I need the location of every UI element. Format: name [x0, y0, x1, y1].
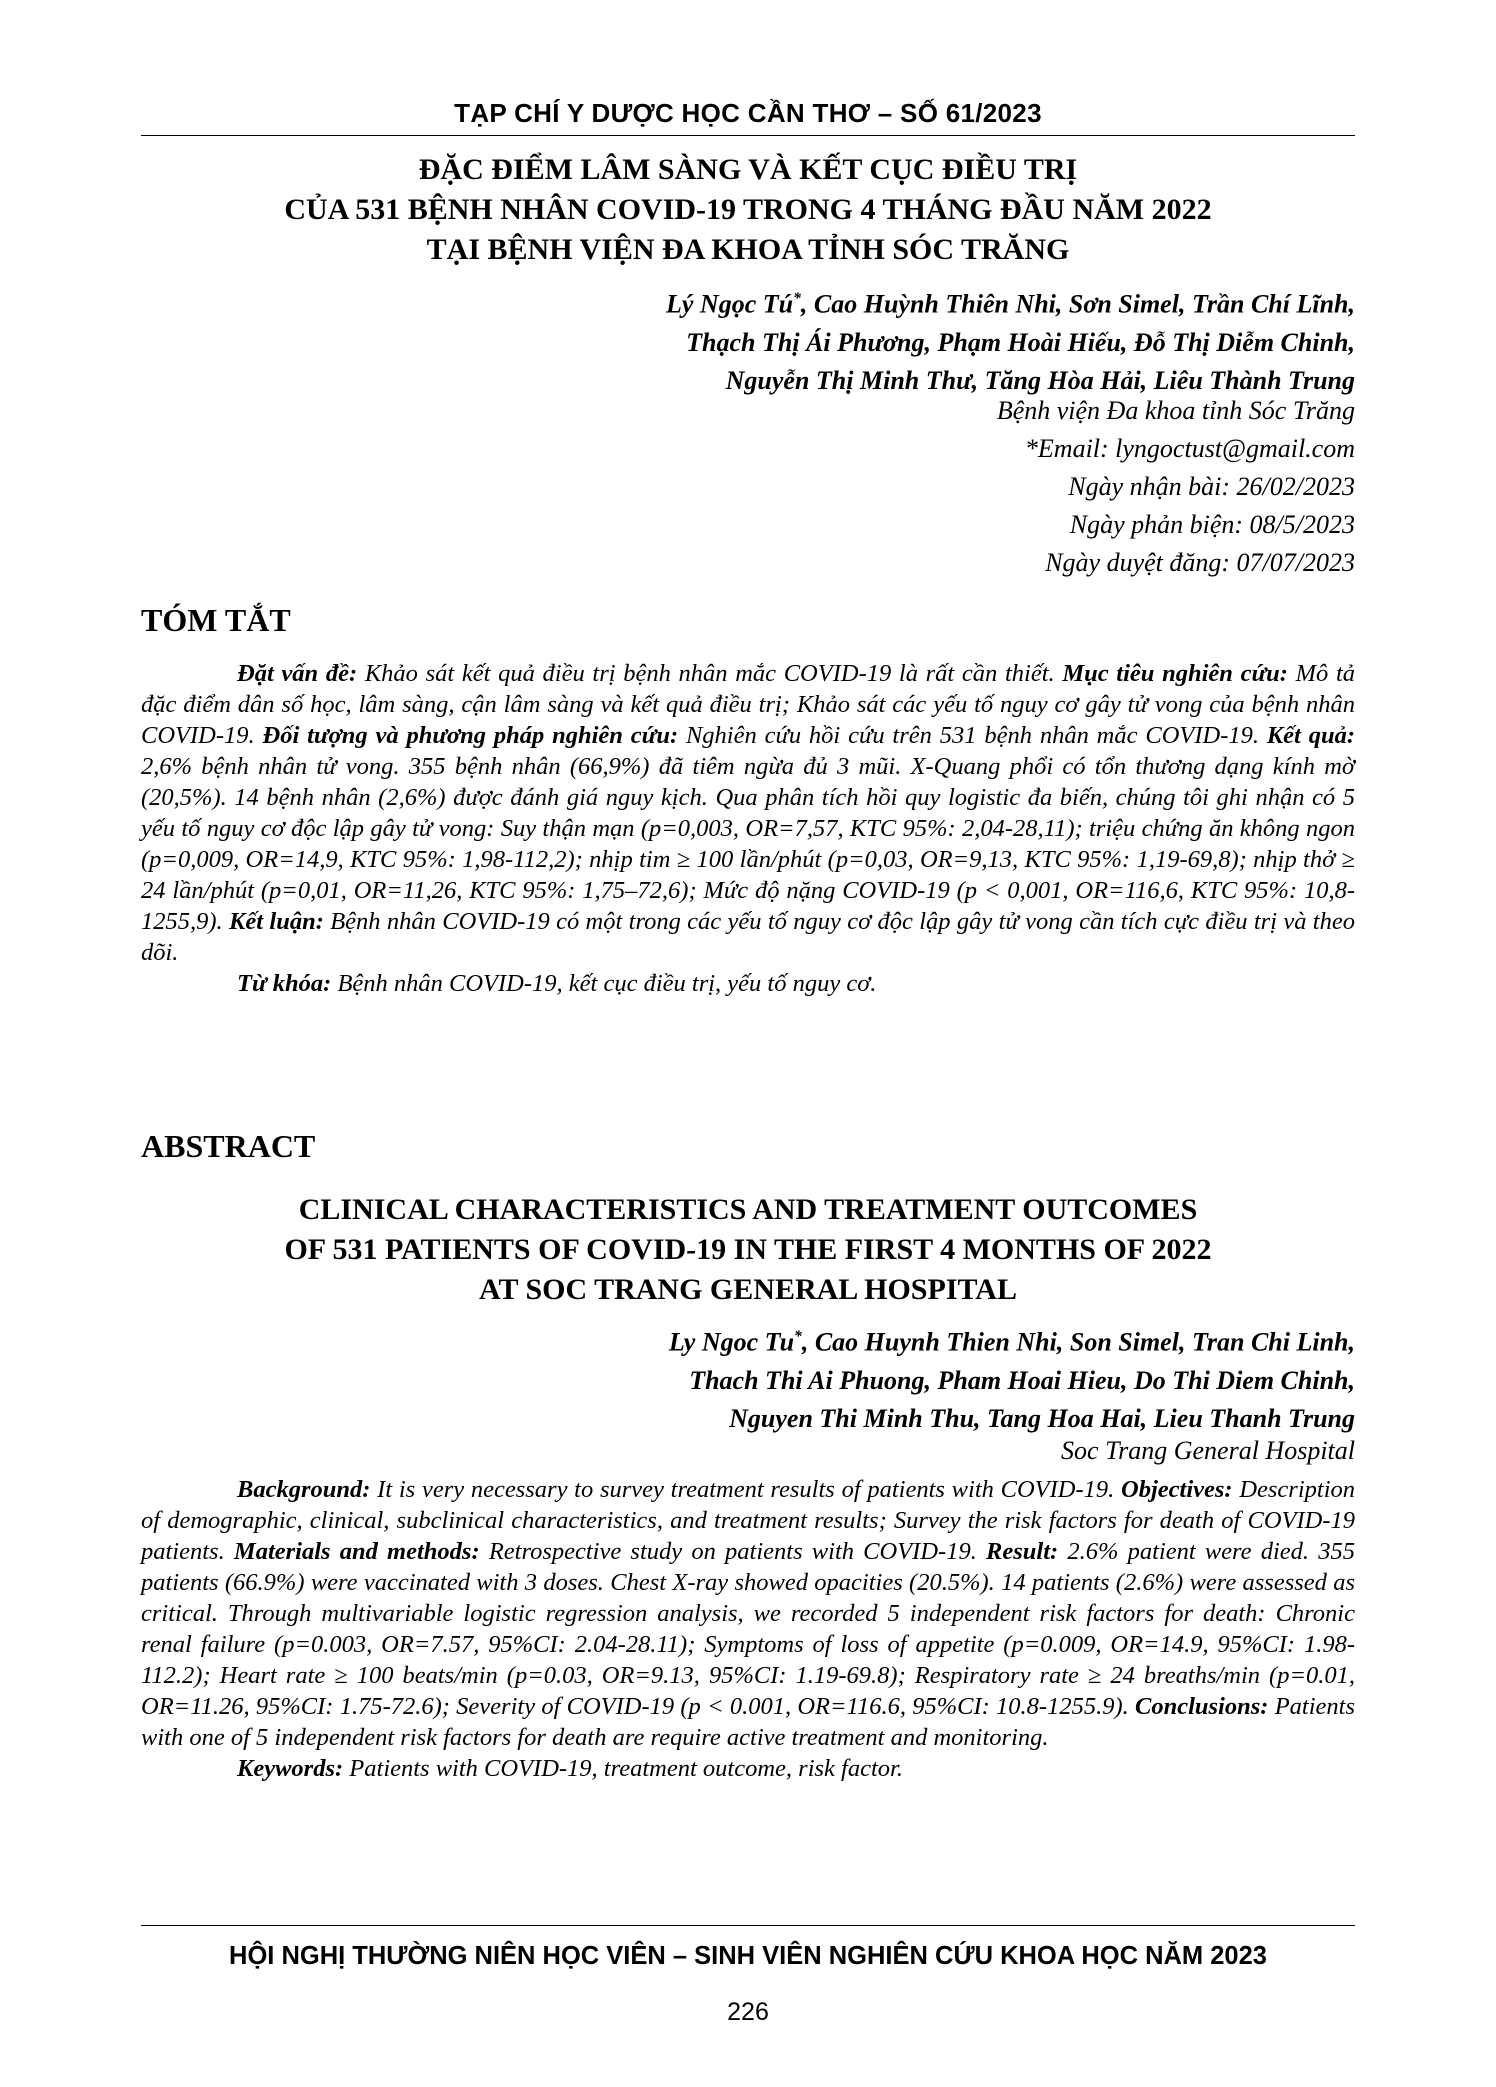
vi-summary-body	[141, 658, 1355, 999]
en-author-line	[669, 1318, 1355, 1362]
corresponding-author: Lý Ngọc Tú	[666, 289, 794, 319]
en-article-title	[141, 1190, 1355, 1310]
vi-article-title	[141, 150, 1355, 270]
vi-author-line: Thạch Thị Ái Phương, Phạm Hoài Hiếu, Đỗ Thị Diễm Chinh,	[686, 327, 1355, 357]
vi-summary-heading: TÓM TẮT	[141, 602, 291, 638]
en-title-line: AT SOC TRANG GENERAL HOSPITAL	[479, 1273, 1017, 1306]
vi-title-line: CỦA 531 BỆNH NHÂN COVID-19 TRONG 4 THÁNG ĐẦU NĂM 2022	[284, 193, 1212, 226]
en-abstract-paragraph: Background: It is very necessary to survey treatment results of patients with COVID-19. Objectives: Description of demographic, clinical, subclinical characteristics, and treatment results; Survey the risk factors for death of COVID-19 patients. Materials and methods: Retrospective study on patients with COVID-19. Result: 2.6% patient were died. 355 patients (66.9%) were vaccinated with 3 doses. Chest X-ray showed opacities (20.5%). 14 patients (2.6%) were assessed as critical. Through multivariable logistic regression analysis, we recorded 5 independent risk factors for death: Chronic renal failure (p=0.003, OR=7.57, 95%CI: 2.04-28.11); Symptoms of loss of appetite (p=0.009, OR=14.9, 95%CI: 1.98-112.2); Heart rate ≥ 100 beats/min (p=0.03, OR=9.13, 95%CI: 1.19-69.8); Respiratory rate ≥ 24 breaths/min (p=0.01, OR=11.26, 95%CI: 1.75-72.6); Severity of COVID-19 (p < 0.001, OR=116.6, 95%CI: 10.8-1255.9). Conclusions: Patients with one of 5 independent risk factors for death are require active treatment and monitoring.	[141, 1476, 1355, 1751]
date-reviewed: Ngày phản biện: 08/5/2023	[1069, 510, 1355, 539]
vi-summary-paragraph: Đặt vấn đề: Khảo sát kết quả điều trị bệnh nhân mắc COVID-19 là rất cần thiết. Mục tiêu nghiên cứu: Mô tả đặc điểm dân số học, lâm sàng, cận lâm sàng và kết quả điều trị; Khảo sát các yếu tố nguy cơ gây tử vong của bệnh nhân COVID-19. Đối tượng và phương pháp nghiên cứu: Nghiên cứu hồi cứu trên 531 bệnh nhân mắc COVID-19. Kết quả: 2,6% bệnh nhân tử vong. 355 bệnh nhân (66,9%) đã tiêm ngừa đủ 3 mũi. X-Quang phổi có tổn thương dạng kính mờ (20,5%). 14 bệnh nhân (2,6%) được đánh giá nguy kịch. Qua phân tích hồi quy logistic đa biến, chúng tôi ghi nhận có 5 yếu tố nguy cơ độc lập gây tử vong: Suy thận mạn (p=0,003, OR=7,57, KTC 95%: 2,04-28,11); triệu chứng ăn không ngon (p=0,009, OR=14,9, KTC 95%: 1,98-112,2); nhịp tim ≥ 100 lần/phút (p=0,03, OR=9,13, KTC 95%: 1,19-69,8); nhịp thở ≥ 24 lần/phút (p=0,01, OR=11,26, KTC 95%: 1,75–72,6); Mức độ nặng COVID-19 (p < 0,001, OR=116,6, KTC 95%: 10,8-1255,9). Kết luận: Bệnh nhân COVID-19 có một trong các yếu tố nguy cơ độc lập gây tử vong cần tích cực điều trị và theo dõi.	[141, 660, 1356, 966]
en-abstract-body	[141, 1474, 1355, 1784]
abstract-heading: ABSTRACT	[141, 1128, 316, 1164]
journal-running-head: TẠP CHÍ Y DƯỢC HỌC CẦN THƠ – SỐ 61/2023	[454, 98, 1042, 128]
date-accepted: Ngày duyệt đăng: 07/07/2023	[1045, 548, 1355, 577]
conference-footer: HỘI NGHỊ THƯỜNG NIÊN HỌC VIÊN – SINH VIÊN NGHIÊN CỨU KHOA HỌC NĂM 2023	[229, 1942, 1267, 1970]
date-received: Ngày nhận bài: 26/02/2023	[1068, 472, 1355, 501]
vi-author-line	[666, 280, 1355, 324]
corresponding-author: Ly Ngoc Tu	[668, 1327, 795, 1357]
corresponding-email: *Email: lyngoctust@gmail.com	[1024, 434, 1355, 463]
en-title-line: CLINICAL CHARACTERISTICS AND TREATMENT OUTCOMES	[298, 1193, 1198, 1226]
vi-affiliation: Bệnh viện Đa khoa tỉnh Sóc Trăng	[996, 396, 1355, 425]
header-rule	[141, 135, 1355, 136]
en-author-line: Thach Thi Ai Phuong, Pham Hoai Hieu, Do Thi Diem Chinh,	[689, 1365, 1355, 1395]
en-author-list	[669, 1318, 1355, 1438]
author-names: , Cao Huynh Thien Nhi, Son Simel, Tran Chi Linh,	[801, 1327, 1355, 1357]
vi-keywords: Từ khóa: Bệnh nhân COVID-19, kết cục điều trị, yếu tố nguy cơ.	[237, 970, 877, 997]
en-author-line: Nguyen Thi Minh Thu, Tang Hoa Hai, Lieu Thanh Trung	[729, 1403, 1355, 1433]
en-affiliation: Soc Trang General Hospital	[1061, 1436, 1355, 1465]
vi-title-line: TẠI BỆNH VIỆN ĐA KHOA TỈNH SÓC TRĂNG	[426, 233, 1070, 266]
corresponding-mark: *	[793, 290, 801, 307]
footer-rule	[141, 1925, 1355, 1926]
en-keywords: Keywords: Patients with COVID-19, treatment outcome, risk factor.	[237, 1755, 903, 1782]
vi-affiliation-block	[997, 392, 1355, 582]
vi-title-line: ĐẶC ĐIỂM LÂM SÀNG VÀ KẾT CỤC ĐIỀU TRỊ	[418, 153, 1078, 186]
page-number: 226	[727, 1998, 769, 2026]
vi-author-list	[666, 280, 1355, 400]
en-title-line: OF 531 PATIENTS OF COVID-19 IN THE FIRST 4 MONTHS OF 2022	[284, 1233, 1212, 1266]
vi-author-line: Nguyễn Thị Minh Thư, Tăng Hòa Hải, Liêu Thành Trung	[725, 365, 1355, 395]
author-names: , Cao Huỳnh Thiên Nhi, Sơn Simel, Trần Chí Lĩnh,	[800, 289, 1355, 319]
corresponding-mark: *	[794, 1328, 802, 1345]
